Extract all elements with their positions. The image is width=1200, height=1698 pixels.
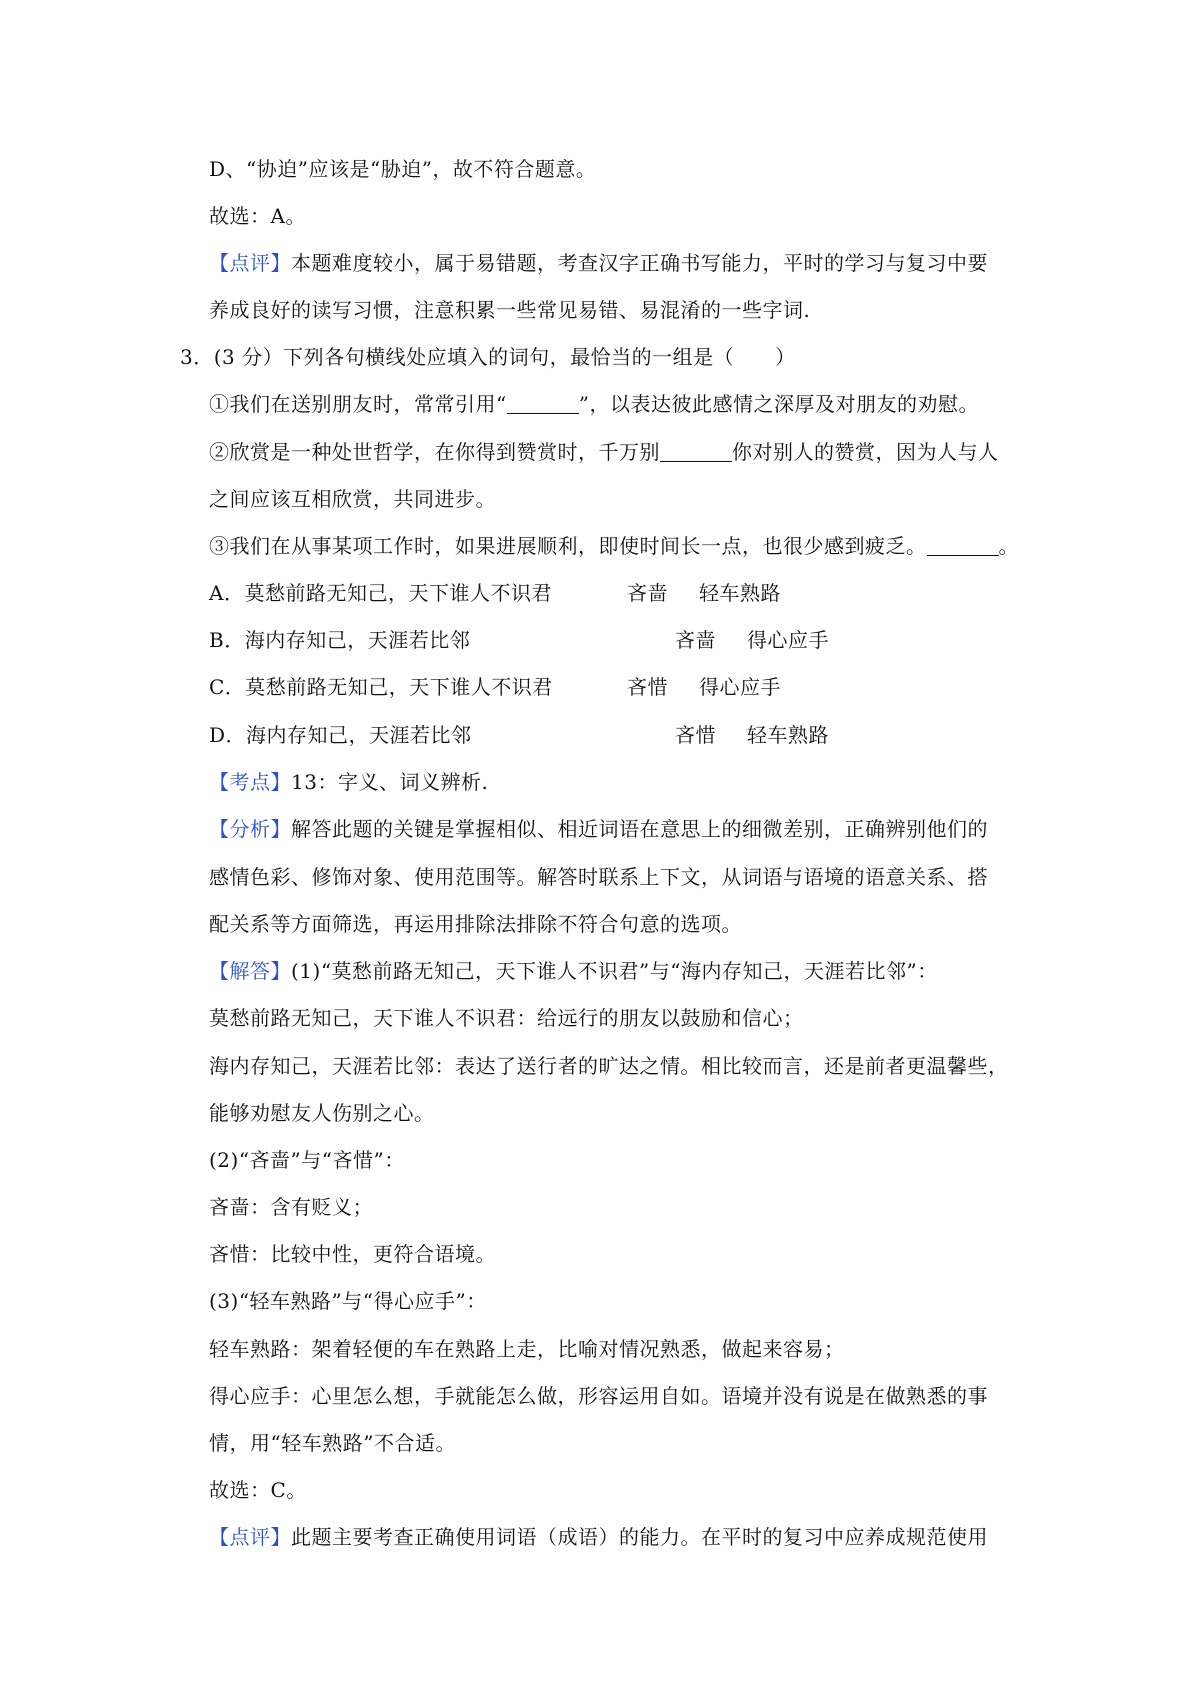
option-c-1: C．莫愁前路无知己，天下谁人不识君 xyxy=(209,675,553,699)
pingyu-text: 此题主要考查正确使用词语（成语）的能力。在平时的复习中应养成规范使用 xyxy=(291,1525,988,1549)
comment-text: 本题难度较小，属于易错题，考查汉字正确书写能力，平时的学习与复习中要 xyxy=(291,251,988,275)
jieda-line-10: 得心应手：心里怎么想，手就能怎么做，形容运用自如。语境并没有说是在做熟悉的事 xyxy=(209,1384,988,1408)
jieda-text: (1)“莫愁前路无知己，天下谁人不识君”与“海内存知己，天涯若比邻”： xyxy=(291,959,938,983)
answer-line-d: D、“协迫”应该是“胁迫”，故不符合题意。 xyxy=(209,157,597,181)
jieda-line-7: 吝惜：比较中性，更符合语境。 xyxy=(209,1242,496,1266)
option-d-1: D．海内存知己，天涯若比邻 xyxy=(209,723,472,747)
option-a-2: 吝啬 xyxy=(627,581,668,605)
option-d-2: 吝惜 xyxy=(675,723,716,747)
comment-tag: 【点评】 xyxy=(209,251,291,275)
jieda-line-12: 故选：C。 xyxy=(209,1478,307,1502)
fenxi-line-3: 配关系等方面筛选，再运用排除法排除不符合句意的选项。 xyxy=(209,912,742,936)
sentence-2-end: 你对别人的赞赏，因为人与人 xyxy=(732,440,999,464)
fenxi-tag: 【分析】 xyxy=(209,817,291,841)
jieda-line-9: 轻车熟路：架着轻便的车在熟路上走，比喻对情况熟悉，做起来容易； xyxy=(209,1337,845,1361)
jieda-line-2: 莫愁前路无知己，天下谁人不识君：给远行的朋友以鼓励和信心； xyxy=(209,1006,804,1030)
kaodian-text: 13：字义、词义辨析. xyxy=(291,770,489,794)
option-d xyxy=(209,720,1009,750)
option-c-3: 得心应手 xyxy=(699,675,781,699)
option-b xyxy=(209,625,1009,655)
pingyu-line xyxy=(209,1522,988,1552)
sentence-1 xyxy=(209,389,979,419)
blank-3 xyxy=(927,535,999,556)
sentence-2-start: ②欣赏是一种处世哲学，在你得到赞赏时，千万别 xyxy=(209,440,660,464)
option-a-3: 轻车熟路 xyxy=(699,581,781,605)
comment-line-1 xyxy=(209,248,988,278)
kaodian-tag: 【考点】 xyxy=(209,770,291,794)
option-b-3: 得心应手 xyxy=(747,628,829,652)
sentence-3-start: ③我们在从事某项工作时，如果进展顺利，即使时间长一点，也很少感到疲乏。 xyxy=(209,534,927,558)
sentence-1-start: ①我们在送别朋友时，常常引用“ xyxy=(209,392,507,416)
jieda-line-4: 能够劝慰友人伤别之心。 xyxy=(209,1101,435,1125)
jieda-line-3: 海内存知己，天涯若比邻：表达了送行者的旷达之情。相比较而言，还是前者更温馨些， xyxy=(209,1054,1009,1078)
option-b-1: B．海内存知己，天涯若比邻 xyxy=(209,628,471,652)
fenxi-line-1 xyxy=(209,814,988,844)
sentence-3-end: 。 xyxy=(998,534,1019,558)
blank-1 xyxy=(507,393,579,414)
sentence-2-cont: 之间应该互相欣赏，共同进步。 xyxy=(209,487,496,511)
jieda-line-5: (2)“吝啬”与“吝惜”： xyxy=(209,1148,405,1172)
option-a xyxy=(209,578,1009,608)
sentence-1-end: ”，以表达彼此感情之深厚及对朋友的劝慰。 xyxy=(578,392,979,416)
jieda-line-1 xyxy=(209,956,938,986)
option-a-1: A．莫愁前路无知己，天下谁人不识君 xyxy=(209,581,552,605)
fenxi-text: 解答此题的关键是掌握相似、相近词语在意思上的细微差别，正确辨别他们的 xyxy=(291,817,988,841)
option-b-2: 吝啬 xyxy=(675,628,716,652)
sentence-2 xyxy=(209,437,999,467)
fenxi-line-2: 感情色彩、修饰对象、使用范围等。解答时联系上下文，从词语与语境的语意关系、搭 xyxy=(209,865,988,889)
sentence-3 xyxy=(209,531,1019,561)
answer-choice: 故选：A。 xyxy=(209,204,306,228)
kaodian-line xyxy=(209,767,488,797)
option-d-3: 轻车熟路 xyxy=(747,723,829,747)
jieda-line-11: 情，用“轻车熟路”不合适。 xyxy=(209,1431,456,1455)
pingyu-tag: 【点评】 xyxy=(209,1525,291,1549)
jieda-line-8: (3)“轻车熟路”与“得心应手”： xyxy=(209,1289,487,1313)
comment-line-2: 养成良好的读写习惯，注意积累一些常见易错、易混淆的一些字词. xyxy=(209,298,811,322)
blank-2 xyxy=(660,441,732,462)
jieda-line-6: 吝啬：含有贬义； xyxy=(209,1195,373,1219)
jieda-tag: 【解答】 xyxy=(209,959,291,983)
option-c xyxy=(209,672,1009,702)
question-3-title: 3．(3 分）下列各句横线处应填入的词句，最恰当的一组是（ ） xyxy=(180,345,796,369)
option-c-2: 吝惜 xyxy=(627,675,668,699)
